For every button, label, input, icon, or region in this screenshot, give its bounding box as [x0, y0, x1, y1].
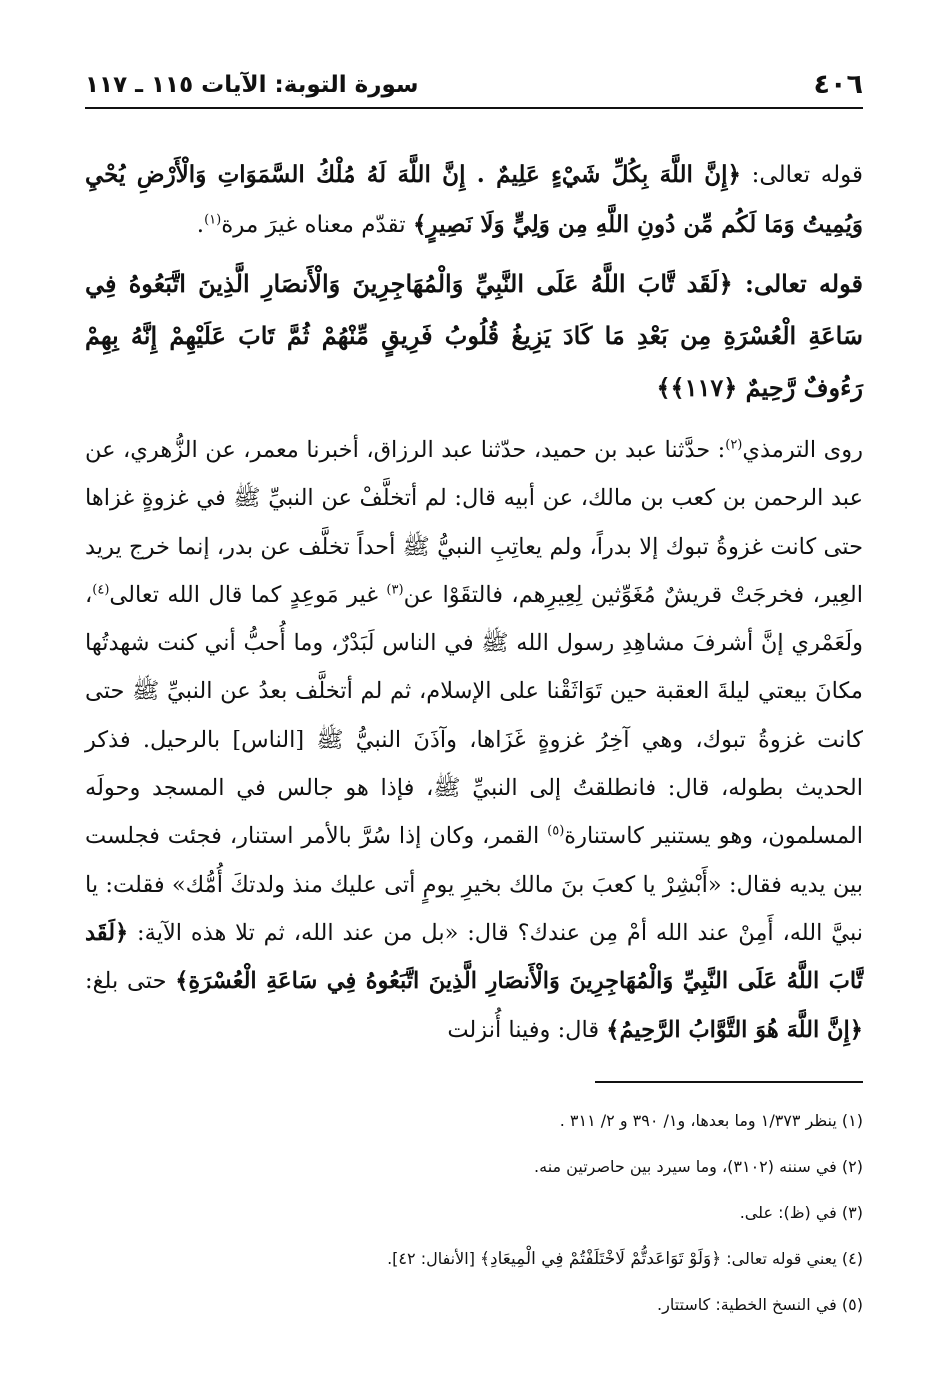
verse-115-116-paragraph: [85, 150, 863, 250]
quran-verse-117: ﴿لَقَد تَّابَ اللَّهُ عَلَى النَّبِيِّ وَالْمُهَاجِرِينَ وَالْأَنصَارِ الَّذِينَ اتَّبَعُوهُ فِي سَاعَةِ الْعُسْرَةِ مِن بَعْدِ مَا كَادَ يَزِيغُ قُلُوبُ فَرِيقٍ مِّنْهُمْ ثُمَّ تَابَ عَلَيْهِمْ إِنَّهُ بِهِمْ رَءُوفٌ رَّحِيمٌ ﴿١١٧﴾﴾: [85, 269, 863, 402]
footnote-3: [85, 1198, 863, 1244]
footnote-text: ينظر ١/٣٧٣ وما بعدها، و١/ ٣٩٠ و ٢/ ٣١١ .: [559, 1111, 837, 1130]
footnote-separator: [595, 1081, 863, 1083]
footnote-number: (٣): [841, 1203, 863, 1222]
quran-verse-115-116: ﴿إِنَّ اللَّهَ بِكُلِّ شَيْءٍ عَلِيمٌ . إِنَّ اللَّهَ لَهُ مُلْكُ السَّمَوَاتِ وَالْأَرْضِ يُحْيِ وَيُمِيتُ وَمَا لَكُم مِّن دُونِ اللَّهِ مِن وَلِيٍّ وَلَا نَصِيرٍ﴾: [85, 161, 863, 238]
verse-117-paragraph: [85, 258, 863, 414]
footnote-number: (٤): [841, 1249, 863, 1268]
verse-117-intro: قوله تعالى:: [732, 269, 863, 298]
commentary-text-4: ، ولَعَمْري إنَّ أشرفَ مشاهِدِ رسول الله ﷺ في الناس لَبَدْرٌ، وما أُحبُّ أني كنت شهدتُها مكانَ بيعتي ليلةَ العقبة حين تَوَاثَقْنا على الإسلام، ثم لم أتخلَّف بعدُ عن النبيِّ ﷺ حتى كانت غزوةُ تبوك، وهي آخِرُ غزوةٍ غَزَاها، وآذَنَ النبيُّ ﷺ [الناس] بالرحيل. فذكر الحديث بطوله، قال: فانطلقتُ إلى النبيِّ ﷺ، فإذا هو جالس في المسجد وحولَه المسلمون، وهو يستنير كاستنارة: [85, 581, 863, 850]
footnote-ref-2: (٢): [725, 437, 743, 453]
footnote-ref-3: (٣): [386, 582, 404, 598]
quran-quote-1: ﴿لَقَد تَّابَ اللَّهُ عَلَى النَّبِيِّ وَالْمُهَاجِرِينَ وَالْأَنصَارِ الَّذِينَ اتَّبَعُوهُ فِي سَاعَةِ الْعُسْرَةِ﴾: [85, 919, 863, 995]
verse-note-end: .: [196, 212, 205, 238]
commentary-paragraph: [85, 426, 863, 1054]
page-header: [85, 70, 863, 100]
commentary-text-7: قال: وفينا أُنزلت: [447, 1016, 607, 1043]
footnote-quran: ﴿وَلَوْ تَوَاعَدتُّمْ لَاخْتَلَفْتُمْ فِي الْمِيعَادِ﴾: [480, 1249, 722, 1269]
commentary-text-6: حتى بلغ:: [85, 968, 176, 995]
footnote-number: (٢): [841, 1157, 863, 1176]
page-number: ٤٠٦: [813, 69, 863, 100]
footnotes: [85, 1106, 863, 1336]
footnote-4: [85, 1244, 863, 1290]
footnote-ref-4: (٤): [92, 582, 110, 598]
verse-note: تقدّم معناه غيرَ مرة: [221, 212, 413, 238]
header-rule: [85, 107, 863, 109]
footnote-2: [85, 1152, 863, 1198]
running-title: سورة التوبة: الآيات ١١٥ ـ ١١٧: [85, 72, 419, 98]
commentary-text-1: روى الترمذي: [742, 437, 863, 463]
footnote-number: (١): [841, 1111, 863, 1130]
footnote-text: في (ظ): على.: [739, 1203, 837, 1222]
quran-quote-2: ﴿إِنَّ اللَّهَ هُوَ التَّوَّابُ الرَّحِيمُ﴾: [606, 1016, 863, 1043]
footnote-number: (٥): [841, 1295, 863, 1314]
footnote-text: في سننه (٣١٠٢)، وما سيرد بين حاصرتين منه.: [534, 1157, 837, 1176]
footnote-ref-1: (١): [204, 212, 222, 228]
footnote-text: يعني قوله تعالى:: [721, 1249, 837, 1268]
verse-intro: قوله تعالى:: [741, 162, 863, 188]
commentary-text-5: القمر، وكان إذا سُرَّ بالأمر استنار، فجئت فجلست بين يديه فقال: «أَبْشِرْ يا كعبَ بنَ مالك بخيرِ يومٍ أتى عليك منذ ولدتكَ أُمُّك» فقلت: يا نبيَّ الله، أَمِنْ عند الله أمْ مِن عندك؟ قال: «بل من عند الله، ثم تلا هذه الآية:: [85, 823, 863, 946]
footnote-5: [85, 1290, 863, 1336]
footnote-1: [85, 1106, 863, 1152]
footnote-text: في النسخ الخطية: كاستتار.: [657, 1295, 837, 1314]
footnote-source: [الأنفال: ٤٢].: [387, 1249, 481, 1268]
footnote-ref-5: (٥): [547, 823, 565, 839]
commentary-text-2: : حدَّثنا عبد بن حميد، حدّثنا عبد الرزاق، أخبرنا معمر، عن الزُّهري، عن عبد الرحمن بن كعب بن مالك، عن أبيه قال: لم أتخلَّفْ عن النبيِّ ﷺ في غزوةٍ غزاها حتى كانت غزوةُ تبوك إلا بدراً، ولم يعاتِبِ النبيُّ ﷺ أحداً تخلَّف عن بدر، إنما خرج يريد العِير، فخرجَتْ قريشٌ مُغَوِّثين لِعِيرِهم، فالتقَوْا عن: [85, 437, 863, 608]
commentary-text-3: غير مَوعِدٍ كما قال الله تعالى: [109, 581, 387, 608]
